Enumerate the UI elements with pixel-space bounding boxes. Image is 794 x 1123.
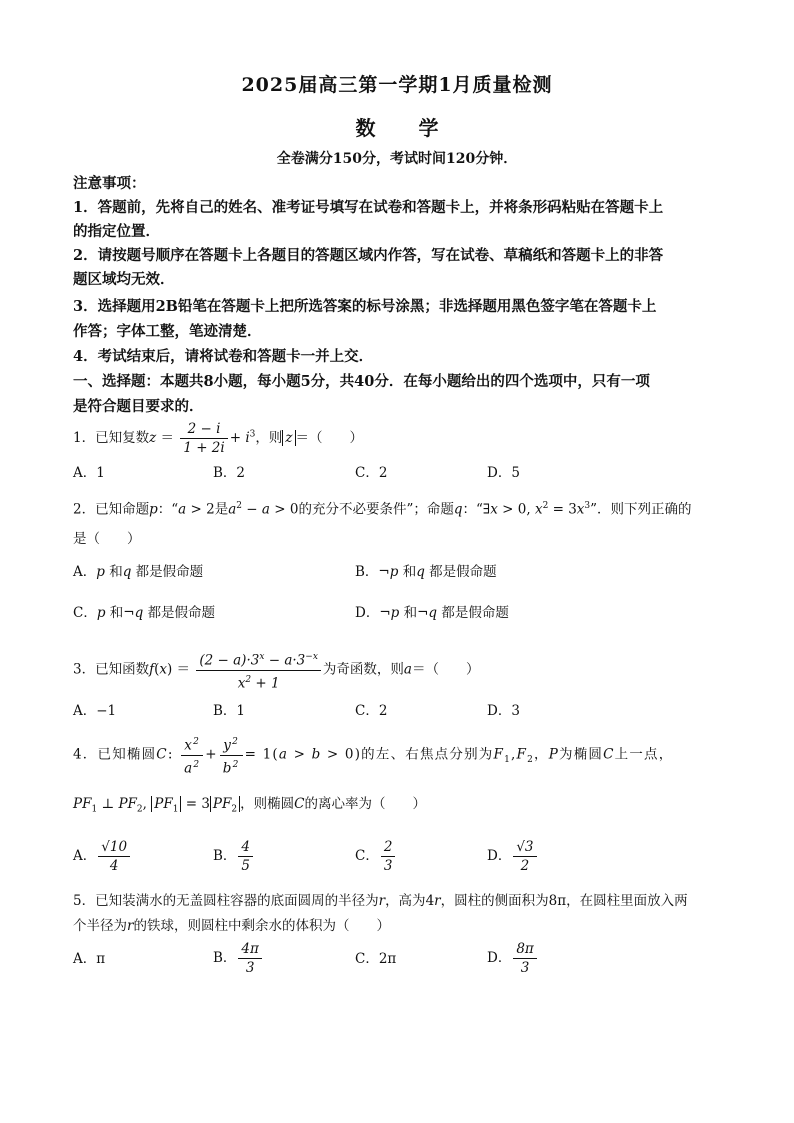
option-c: C． $\frac{2}{3}$ (355, 838, 397, 875)
note-line: 4．考试结束后，请将试卷和答题卡一并上交． (73, 348, 374, 365)
option-d: D． $\frac{√3}{2}$ (487, 838, 539, 875)
fraction: $\frac{2 - i}{1 + 2i}$ (180, 420, 227, 457)
option-a: A． $\frac{√10}{4}$ (73, 838, 132, 875)
option-b: B． $\frac{4}{5}$ (213, 838, 255, 875)
option-a: A．p 和q 都是假命题 (73, 564, 204, 580)
option-d: D．5 (487, 465, 520, 481)
question-4: 4．已知椭圆C: $\frac{x^2}{a^2}$ + $\frac{y^2}{b^2}$ = 1(a > b > 0)的左、右焦点分别为$F_1,F_2$，P为椭圆C上一点， (73, 733, 723, 777)
option-a: A．−1 (73, 703, 117, 719)
question-1: 1．已知复数z ＝ $\frac{2 - i}{1 + 2i}$ + $i^3$，则 z ＝（ ） (73, 421, 363, 456)
note-line: 作答；字体工整，笔迹清楚． (73, 323, 262, 340)
notes-heading: 注意事项： (73, 175, 146, 192)
question-5: 5．已知装满水的无盖圆柱容器的底面圆周的半径为r，高为4r，圆柱的侧面积为8π，在圆柱里面放入两 (73, 893, 688, 909)
fraction: $\frac{(2 - a)\cdot 3^x - a\cdot 3^{-x}}{x^2 + 1}$ (196, 648, 321, 692)
option-d: D．3 (487, 703, 520, 719)
option-b: B． $\frac{4\pi}{3}$ (213, 940, 264, 977)
note-line: 3．选择题用2B铅笔在答题卡上把所选答案的标号涂黑；非选择题用黑色签字笔在答题卡上 (73, 298, 657, 315)
option-d: D． $\frac{8\pi}{3}$ (487, 940, 539, 977)
option-b: B．¬p 和q 都是假命题 (355, 564, 497, 580)
option-d: D．¬p 和¬q 都是假命题 (355, 605, 509, 621)
option-c: C．2 (355, 465, 388, 481)
option-c: C．p 和¬q 都是假命题 (73, 605, 216, 621)
subject-title: 数 学 (355, 116, 457, 140)
note-line: 题区域均无效． (73, 271, 175, 288)
option-a: A．1 (73, 465, 105, 481)
question-3: 3．已知函数f(x) ＝ $\frac{(2 - a)\cdot 3^x - a\cdot 3^{-x}}{x^2 + 1}$ 为奇函数，则a＝（ ） (73, 648, 723, 692)
note-line: 的指定位置． (73, 223, 160, 240)
option-c: C．2 (355, 703, 388, 719)
option-a: A．π (73, 951, 106, 967)
section-heading: 一、选择题：本题共8小题，每小题5分，共40分．在每小题给出的四个选项中，只有一项 (73, 373, 650, 390)
question-5-cont: 个半径为r的铁球，则圆柱中剩余水的体积为（ ） (73, 918, 390, 934)
option-b: B．1 (213, 703, 246, 719)
question-2: 2．已知命题p：“a > 2是$a^2 - a > 0$的充分不必要条件”；命题q：“∃x > 0, $x^2 = 3x^3$”．则下列正确的 (73, 501, 692, 518)
note-line: 2．请按题号顺序在答题卡上各题目的答题区域内作答，写在试卷、草稿纸和答题卡上的非答 (73, 247, 664, 264)
exam-title: 2025届高三第一学期1月质量检测 (241, 74, 553, 96)
option-c: C．2π (355, 951, 397, 967)
option-b: B．2 (213, 465, 246, 481)
question-2-cont: 是（ ） (73, 531, 141, 547)
score-info: 全卷满分150分，考试时间120分钟． (276, 151, 518, 167)
section-heading-cont: 是符合题目要求的． (73, 398, 204, 415)
question-4-cont: $PF_1$ ⊥ $PF_2$, $PF_1 = 3$ $PF_2$ ，则椭圆C的离心率为（ ） (73, 796, 426, 815)
note-line: 1．答题前，先将自己的姓名、准考证号填写在试卷和答题卡上，并将条形码粘贴在答题卡上 (73, 199, 664, 216)
